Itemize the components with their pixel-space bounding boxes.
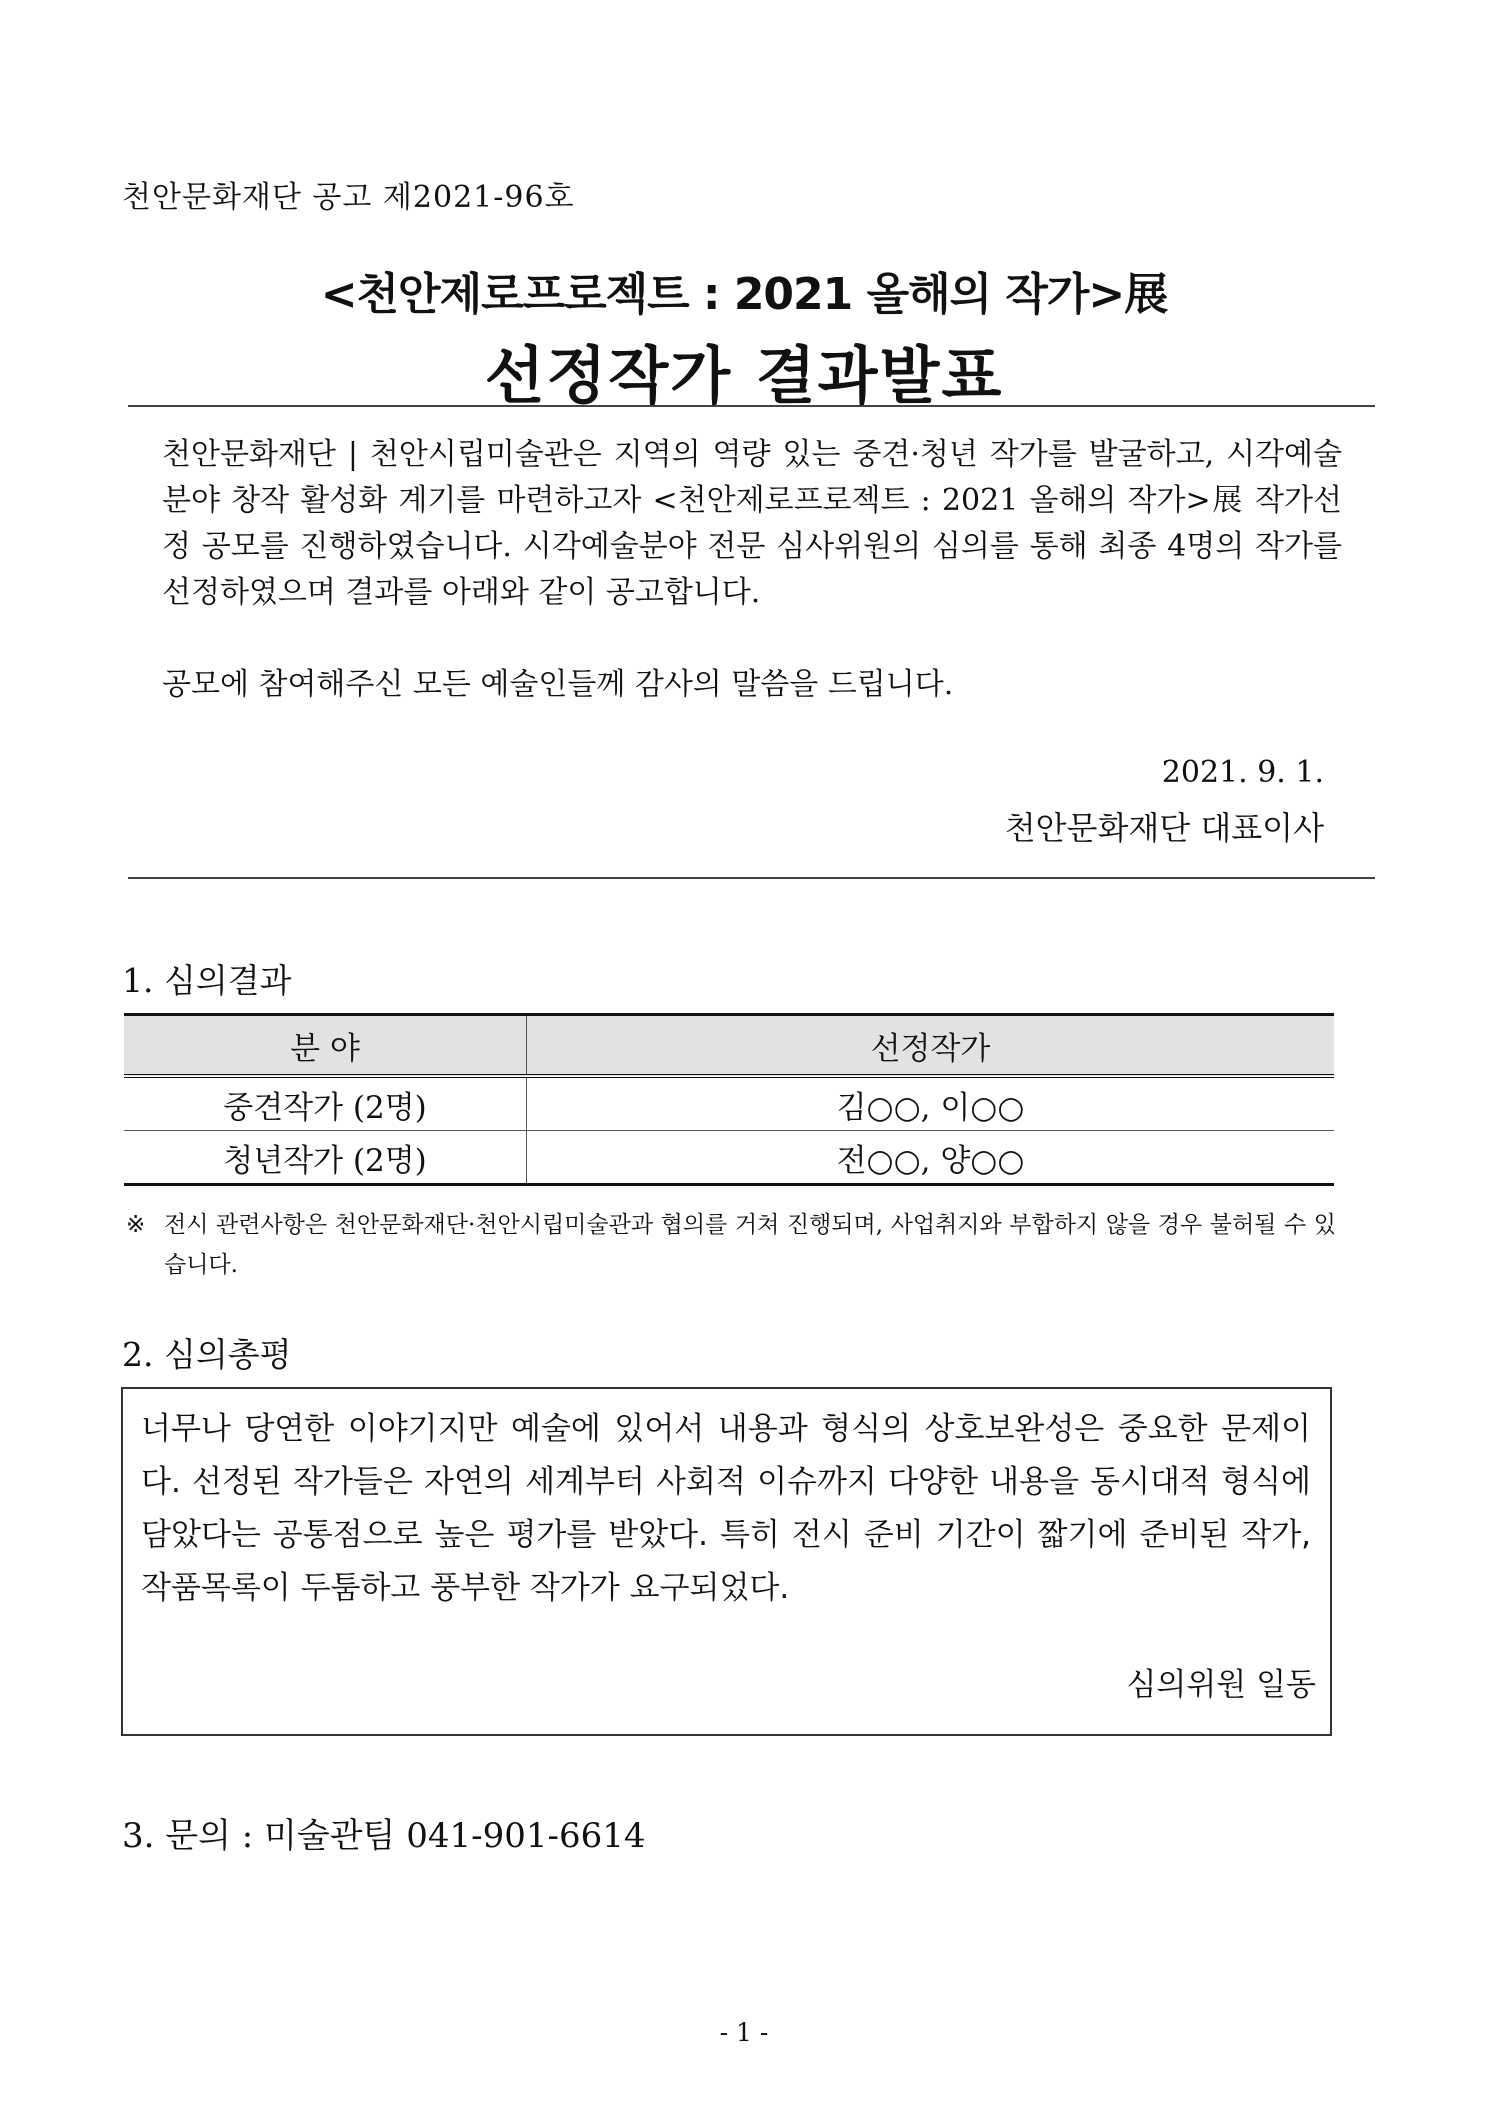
table-header-row (124, 1015, 1334, 1077)
page-subtitle: 선정작가 결과발표 (484, 339, 1004, 412)
review-box (121, 1387, 1332, 1736)
review-signature: 심의위원 일동 (1126, 1667, 1316, 1703)
column-header-field: 분 야 (124, 1015, 527, 1077)
middle-divider (128, 877, 1375, 879)
note-mark: ※ (126, 1212, 146, 1238)
review-text: 너무나 당연한 이야기지만 예술에 있어서 내용과 형식의 상호보완성은 중요한 문제이다. 선정된 작가들은 자연의 세계부터 사회적 이슈까지 다양한 내용을 동시대적 형식에 담았다는 공통점으로 높은 평가를 받았다. 특히 전시 준비 기간이 짧기에 준비된 작가, 작품목록이 두툼하고 풍부한 작가가 요구되었다. (141, 1411, 1311, 1606)
top-divider (128, 405, 1375, 407)
section2-heading: 2. 심의총평 (122, 1335, 292, 1374)
page-title: <천안제로프로젝트 : 2021 올해의 작가>展 (320, 269, 1168, 320)
notice-date: 2021. 9. 1. (1161, 755, 1324, 790)
field-cell: 청년작가 (2명) (124, 1131, 527, 1185)
notice-number: 천안문화재단 공고 제2021-96호 (122, 180, 575, 215)
table-note (126, 1205, 1336, 1285)
artists-cell: 김○○, 이○○ (527, 1076, 1335, 1131)
page-number: - 1 - (719, 2018, 769, 2047)
intro-paragraph: 천안문화재단 | 천안시립미술관은 지역의 역량 있는 중견·청년 작가를 발굴하고, 시각예술분야 창작 활성화 계기를 마련하고자 <천안제로프로젝트 : 2021 올해의 작가>展 작가선정 공모를 진행하였습니다. 시각예술분야 전문 심사위원의 심의를 통해 최종 4명의 작가를 선정하였으며 결과를 아래와 같이 공고합니다. (162, 437, 1342, 610)
notice-signer: 천안문화재단 대표이사 (1004, 809, 1324, 847)
table-row (124, 1076, 1334, 1131)
artists-cell: 전○○, 양○○ (836, 1142, 1025, 1179)
intro-block (162, 432, 1342, 708)
column-header-artists: 선정작가 (527, 1015, 1335, 1077)
table-row (124, 1131, 1334, 1185)
results-table (124, 1013, 1334, 1186)
field-cell: 중견작가 (2명) (124, 1076, 527, 1131)
section1-heading: 1. 심의결과 (122, 961, 292, 1000)
note-text: 전시 관련사항은 천안문화재단·천안시립미술관과 협의를 거쳐 진행되며, 사업취지와 부합하지 않을 경우 불허될 수 있습니다. (164, 1212, 1336, 1278)
thanks-message: 공모에 참여해주신 모든 예술인들께 감사의 말씀을 드립니다. (162, 667, 954, 702)
contact-info: 3. 문의 : 미술관팀 041-901-6614 (122, 1816, 646, 1856)
